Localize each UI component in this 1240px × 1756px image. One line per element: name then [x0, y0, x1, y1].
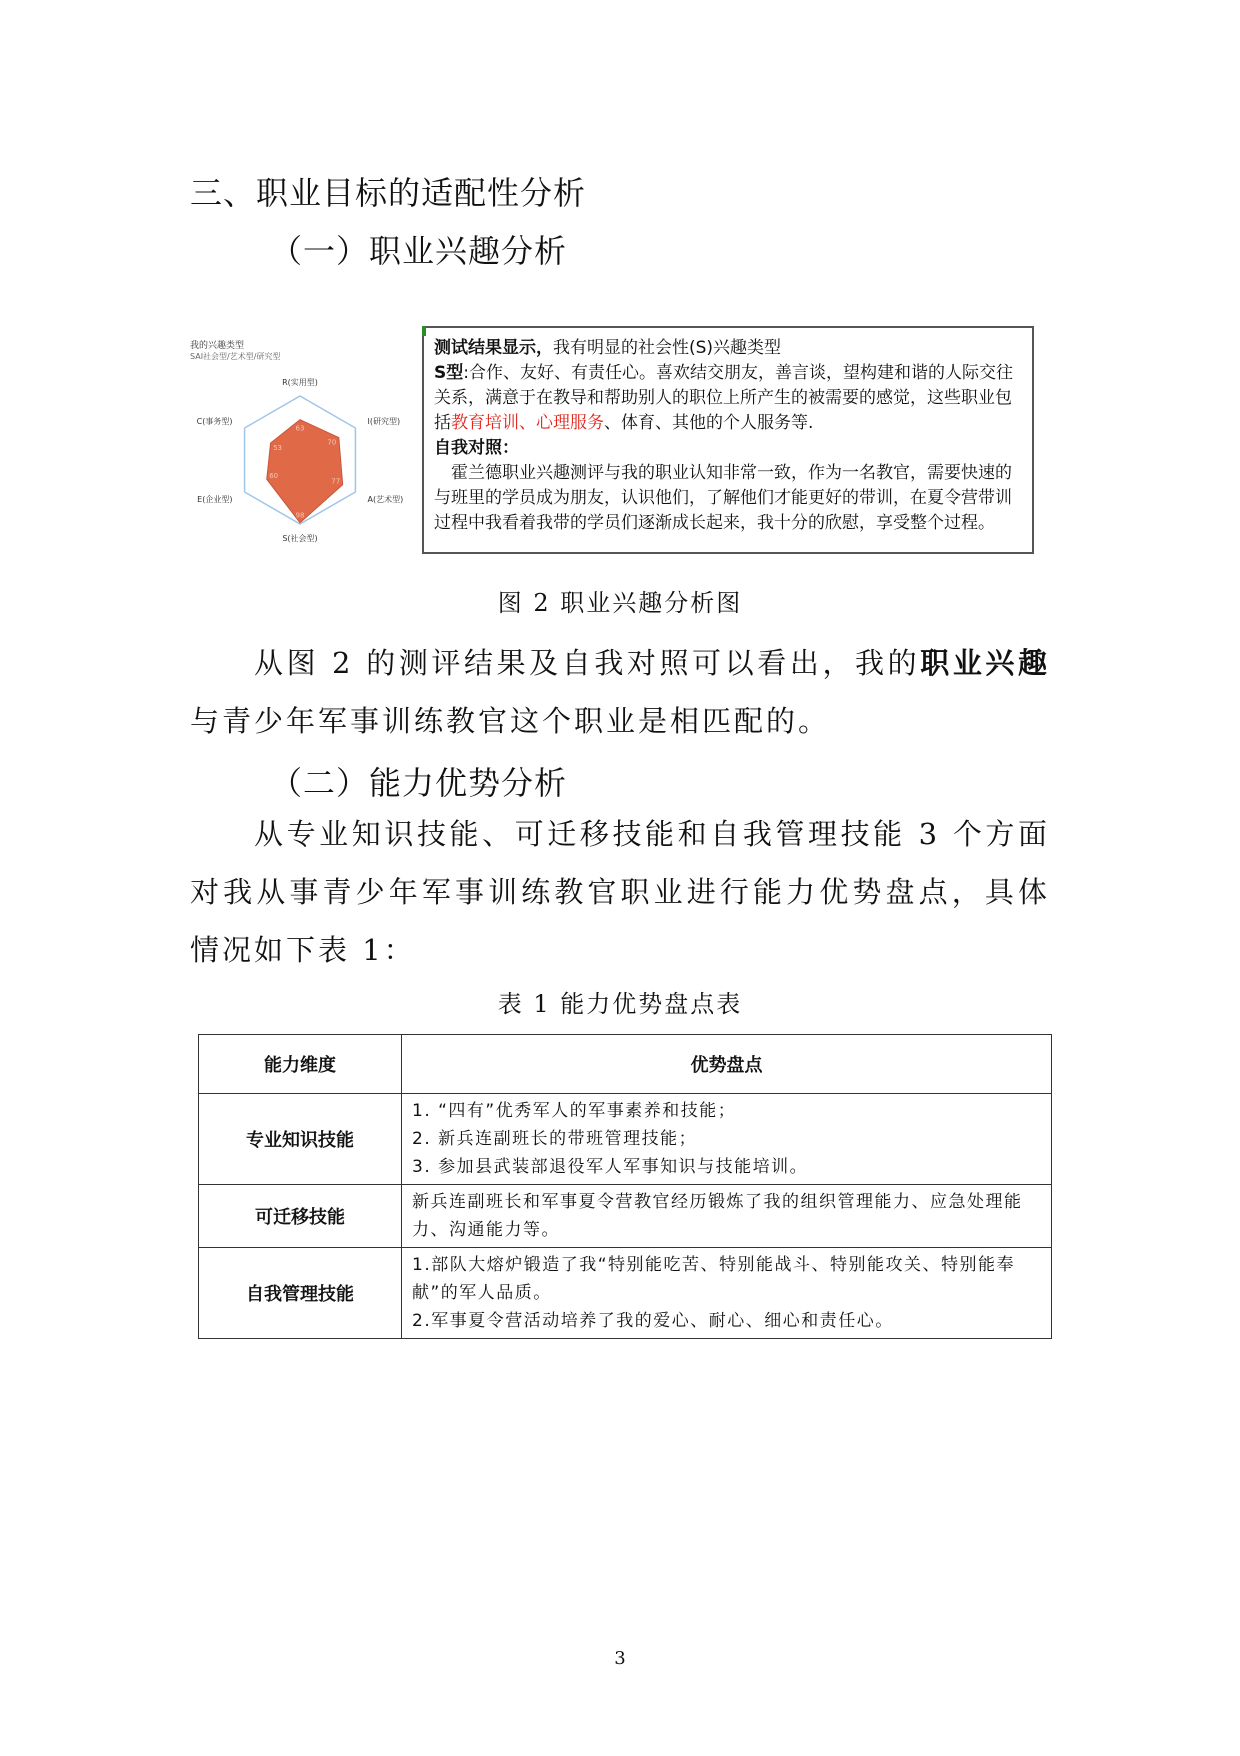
radar-value-label: 63: [295, 424, 305, 433]
s-type-text: :合作、友好、有责任心。喜欢结交朋友，善言谈，望构建和谐的人际交往关系，满意于在教导和帮助别人的职位上所产生的被需要的感觉，这些职业包括: [434, 363, 1013, 433]
result-lead: 测试结果显示，: [434, 338, 553, 358]
s-type-highlight-1: 教育培训、: [451, 413, 536, 433]
radar-axis-label: I(研究型): [367, 417, 401, 426]
advantage-line: 2.军事夏令营活动培养了我的爱心、耐心、细心和责任心。: [412, 1311, 894, 1331]
table-caption: 表 1 能力优势盘点表: [497, 990, 743, 1018]
table-header-dimension: 能力维度: [199, 1035, 402, 1094]
advantage-line: 2. 新兵连副班长的带班管理技能；: [412, 1129, 698, 1149]
radar-chart: [190, 362, 410, 552]
subsection-title-interest: （一）职业兴趣分析: [270, 232, 568, 270]
paragraph-interest-bold: 职业兴趣: [920, 646, 1050, 680]
cell-corner-marker: [422, 326, 426, 336]
section-title: 三、职业目标的适配性分析: [190, 174, 587, 212]
table-cell-advantage: [402, 1094, 1052, 1185]
table-row: [199, 1094, 1052, 1185]
radar-value-label: 70: [327, 438, 337, 447]
s-type-text-end: 、体育、其他的个人服务等.: [604, 413, 814, 433]
table-header-row: [199, 1035, 1052, 1094]
radar-figure: [190, 338, 410, 558]
figure-caption: 图 2 职业兴趣分析图: [497, 589, 743, 617]
table-row: [199, 1248, 1052, 1339]
radar-value-label: 53: [273, 444, 283, 453]
paragraph-interest-b: 与青少年军事训练教官这个职业是相匹配的。: [190, 704, 831, 738]
radar-axis-label: A(艺术型): [367, 495, 404, 504]
table-cell-advantage: [402, 1248, 1052, 1339]
ability-table: [198, 1034, 1052, 1339]
interest-result-box: [422, 326, 1034, 554]
advantage-line: 1.部队大熔炉锻造了我“特别能吃苦、特别能战斗、特别能攻关、特别能奉献”的军人品质。: [412, 1255, 1016, 1303]
advantage-line: 新兵连副班长和军事夏令营教官经历锻炼了我的组织管理能力、应急处理能力、沟通能力等。: [412, 1192, 1023, 1240]
table-cell-dimension: 专业知识技能: [199, 1094, 402, 1185]
radar-axis-label: S(社会型): [282, 534, 318, 543]
radar-value-label: 77: [331, 477, 341, 486]
radar-value-label: 98: [295, 511, 305, 520]
radar-title: 我的兴趣类型: [190, 341, 245, 351]
table-row: [199, 1185, 1052, 1248]
result-text: 我有明显的社会性(S)兴趣类型: [553, 338, 782, 358]
page-number: 3: [614, 1648, 626, 1669]
radar-axis-label: E(企业型): [197, 495, 233, 504]
radar-axis-label: C(事务型): [196, 417, 233, 426]
paragraph-interest-a: 从图 2 的测评结果及自我对照可以看出，我的: [254, 646, 921, 680]
radar-series: [267, 420, 343, 523]
advantage-line: 1. “四有”优秀军人的军事素养和技能；: [412, 1101, 737, 1121]
radar-axis-label: R(实用型): [282, 378, 318, 387]
s-type-label: S型: [434, 363, 464, 383]
paragraph-ability: 从专业知识技能、可迁移技能和自我管理技能 3 个方面对我从事青少年军事训练教官职业进行能力优势盘点，具体情况如下表 1：: [190, 817, 1050, 967]
radar-subtitle: SAI社会型/艺术型/研究型: [190, 352, 281, 361]
table-cell-dimension: 自我管理技能: [199, 1248, 402, 1339]
s-type-highlight-2: 心理服务: [536, 413, 604, 433]
table-cell-dimension: 可迁移技能: [199, 1185, 402, 1248]
table-cell-advantage: [402, 1185, 1052, 1248]
subsection-title-ability: （二）能力优势分析: [270, 764, 568, 802]
advantage-line: 3. 参加县武装部退役军人军事知识与技能培训。: [412, 1157, 809, 1177]
radar-value-label: 60: [269, 472, 279, 481]
table-header-advantage: 优势盘点: [402, 1035, 1052, 1094]
paragraph-interest: [190, 634, 1050, 750]
self-check-text: 霍兰德职业兴趣测评与我的职业认知非常一致，作为一名教官，需要快速的与班里的学员成为朋友，认识他们，了解他们才能更好的带训，在夏令营带训过程中我看着我带的学员们逐渐成长起来，我十分的欣慰，享受整个过程。: [434, 463, 1012, 533]
self-check-title: 自我对照：: [434, 438, 519, 458]
